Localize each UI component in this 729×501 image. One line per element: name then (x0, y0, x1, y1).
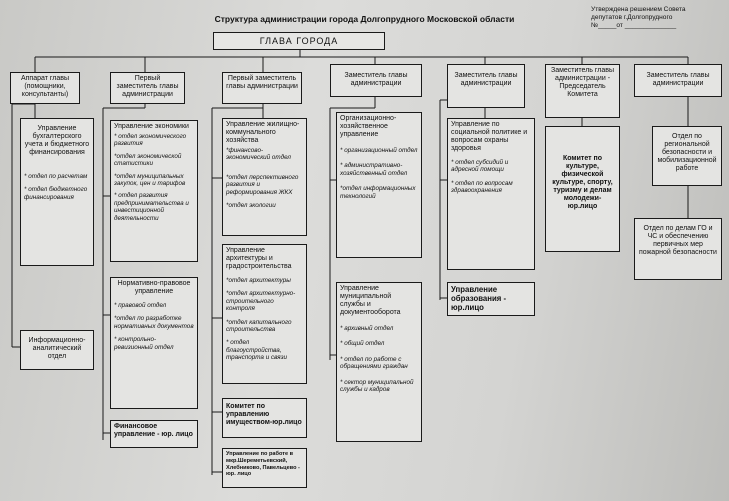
box-title: Нормативно-правовое управление (117, 280, 191, 295)
document-title: Структура администрации города Долгопрудного Московской области (214, 14, 515, 24)
civil-defense-department-box (634, 218, 722, 280)
box-item: *отдел архитектурно-строительного контроля (226, 290, 296, 313)
box-item: * административно-хозяйственный отдел (340, 162, 408, 177)
box-item: * общий отдел (340, 340, 385, 348)
box-item: * контрольно-ревизионный отдел (114, 336, 174, 351)
header-label: Первый заместитель главы администрации (116, 75, 179, 98)
column-3-header (222, 72, 302, 104)
legal-department-box (110, 277, 198, 409)
column-6-header (545, 64, 620, 118)
municipal-service-department-box (336, 282, 422, 442)
box-item: * сектор муниципальной службы и кадров (340, 378, 414, 394)
column-4-header (330, 64, 422, 97)
accounting-department-box (20, 118, 94, 266)
property-committee-box (222, 398, 307, 438)
header-label: Заместитель главы администрации - Председатель Комитета (550, 67, 615, 98)
box-item: *отдел архитектуры (226, 277, 291, 284)
box-item: * архивный отдел (340, 325, 394, 332)
box-title: Комитет по культуре, физической культуре, спорту, туризму и делам молодежи- юр.лицо (552, 155, 613, 210)
head-of-city-box (213, 32, 385, 50)
box-title: Управление муниципальной службы и документооборота (340, 285, 401, 316)
approval-line: Утверждена решением Совета (591, 6, 686, 13)
social-policy-department-box (447, 118, 535, 270)
box-title: Информационно-аналитический отдел (28, 337, 86, 360)
architecture-department-box (222, 244, 307, 384)
header-label: Первый заместитель главы администрации (226, 75, 298, 90)
housing-department-box (222, 118, 307, 236)
column-1-header (10, 72, 80, 104)
analytics-department-box (20, 330, 94, 370)
box-item: * отдел экономического развития (114, 133, 187, 148)
box-item: *отдел информационных технологий (340, 185, 416, 200)
box-item: * отдел бюджетного финансирования (24, 186, 88, 201)
box-item: *отдел муниципальных закупок, цен и тарифов (114, 172, 186, 188)
box-item: *отдел перспективного развития и реформирования ЖКХ (226, 173, 299, 196)
box-item: *отдел капитального строительства (226, 318, 292, 334)
box-item: * отдел субсидий и адресной помощи (451, 159, 509, 174)
box-title: Управление архитектуры и градостроительства (226, 247, 292, 270)
box-item: *отдел по разработке нормативных документов (114, 315, 194, 330)
box-item: *отдел экологии (226, 202, 276, 210)
economy-department-box (110, 120, 198, 262)
column-2-header (110, 72, 185, 104)
head-of-city-label: ГЛАВА ГОРОДА (259, 36, 339, 46)
box-item: * отдел развития предпринимательства и инвестиционной деятельности (114, 192, 189, 222)
finance-department-box (110, 420, 198, 448)
header-label: Заместитель главы администрации (646, 72, 710, 87)
box-item: * отдел по расчетам (24, 173, 88, 180)
header-label: Аппарат главы (помощники, консультанты) (20, 75, 70, 98)
box-item: *финансово-экономический отдел (226, 147, 291, 162)
box-title: Управление образования - юр.лицо (451, 285, 507, 312)
approval-line: №_____от ______________ (591, 22, 677, 29)
box-item: *отдел экономической статистики (114, 152, 182, 168)
districts-department-box (222, 448, 307, 488)
approval-note (591, 6, 719, 30)
box-title: Управление бухгалтерского учета и бюджетного финансирования (24, 125, 90, 156)
box-item: * отдел по вопросам здравоохранения (451, 179, 513, 195)
organizational-department-box (336, 112, 422, 258)
box-item: * организационный отдел (340, 147, 418, 154)
box-item: * отдел благоустройства, транспорта и связи (226, 339, 288, 362)
culture-committee-box (545, 126, 620, 252)
column-7-header (634, 64, 722, 97)
box-title: Управление экономики (114, 123, 189, 130)
box-title: Управление жилищно-коммунального хозяйства (226, 121, 300, 144)
box-item: * правовой отдел (114, 302, 167, 309)
box-title: Управление по социальной политике и вопросам охраны здоровья (451, 121, 528, 152)
header-label: Заместитель главы администрации (344, 72, 408, 87)
box-title: Отдел по региональной безопасности и мобилизационной работе (657, 133, 717, 172)
box-title: Комитет по управлению имуществом-юр.лицо (226, 403, 302, 426)
box-title: Организационно-хозяйственное управление (340, 115, 397, 138)
approval-line: депутатов г.Долгопрудного (591, 14, 673, 21)
header-label: Заместитель главы администрации (454, 72, 518, 87)
box-title: Финансовое управление - юр. лицо (114, 423, 193, 438)
box-title: Управление по работе в мкр.Шереметьевский, Хлебниково, Павельцево - юр. лицо (226, 451, 300, 478)
education-department-box (447, 282, 535, 316)
box-title: Отдел по делам ГО и ЧС и обеспечению первичных мер пожарной безопасности (639, 225, 717, 256)
regional-security-department-box (652, 126, 722, 186)
box-item: * отдел по работе с обращениями граждан (340, 355, 408, 371)
column-5-header (447, 64, 525, 108)
